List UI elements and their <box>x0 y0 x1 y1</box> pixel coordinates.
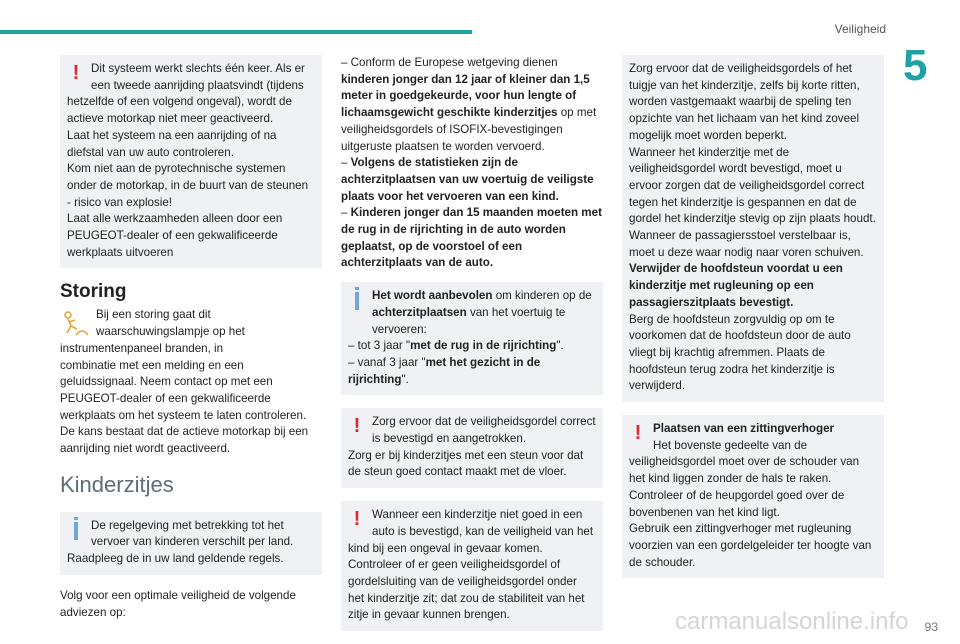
warning-text: veiligheidsgordel moet over de schouder van het kind liggen zonder de hals te raken. <box>629 455 860 486</box>
warning-text: Zorg er bij kinderzitjes met een steun voor dat de steun goed contact maakt met de vloer. <box>348 448 584 479</box>
exclamation-icon: ! <box>353 415 361 438</box>
info-box-regulations <box>60 512 322 575</box>
info-text: Het wordt aanbevolen om kinderen op de achterzitplaatsen van het voertuig te vervoeren: <box>372 289 592 336</box>
warning-title: Plaatsen van een zittingverhoger <box>653 422 835 436</box>
warning-text: Laat het systeem na een aanrijding of na diefstal van uw auto controleren. <box>67 128 277 159</box>
exclamation-icon: ! <box>634 422 642 445</box>
warning-text: kind bij een ongeval in gevaar komen. <box>348 541 543 555</box>
warning-text: Gebruik een zittingverhoger met rugleuning voorzien van een gordelgeleider ter hoogte van de schouder. <box>629 522 872 569</box>
warning-box-booster <box>622 415 884 578</box>
advice-list <box>341 55 603 272</box>
warning-text: Het bovenste gedeelte van de <box>653 438 808 452</box>
info-box-recommended <box>341 282 603 395</box>
storing-text <box>60 307 322 457</box>
info-icon <box>68 520 84 540</box>
intro-text: Volg voor een optimale veiligheid de volgende adviezen op: <box>60 588 296 619</box>
note-text: Berg de hoofdsteun zorgvuldig op om te voorkomen dat de hoofdsteun door de auto vliegt bij krachtig afremmen. Plaats de hoofdsteun terug zodra het kinderzitje is verwijderd. <box>629 312 851 393</box>
warning-text: Dit systeem werkt slechts één keer. Als er een tweede aanrijding plaatsvindt (tijdens <box>91 62 305 92</box>
storing-line: De kans bestaat dat de actieve motorkap bij een aanrijding niet wordt geactiveerd. <box>60 425 309 456</box>
info-text: De regelgeving met betrekking tot het vervoer van kinderen verschilt per land. <box>91 518 294 549</box>
info-list-item: – vanaf 3 jaar "met het gezicht in de rijrichting". <box>348 355 541 386</box>
heading-storing: Storing <box>60 281 127 303</box>
warning-text: Controleer of de heupgordel goed over de bovenbenen van het kind ligt. <box>629 488 845 519</box>
exclamation-icon: ! <box>353 508 361 531</box>
warning-text: Zorg ervoor dat de veiligheidsgordel correct is bevestigd en aangetrokken. <box>372 415 596 446</box>
note-text: Wanneer het kinderzitje met de veiligheidsgordel wordt bevestigd, moet u ervoor zorgen dat de veiligheidsgordel correct tegen het kinderzitje is gespannen en dat de gordel het kinderzitje stevig op zijn plaats houdt. Wanneer de passagiersstoel verstelbaar is, moet u deze waar nodig naar voren schuiven. <box>629 145 876 259</box>
info-text: Raadpleeg de in uw land geldende regels. <box>67 552 284 566</box>
column-2 <box>341 55 603 644</box>
warning-text: Kom niet aan de pyrotechnische systemen onder de motorkap, in de buurt van de steunen - risico van explosie! <box>67 162 309 209</box>
list-item: – Volgens de statistieken zijn de achterzitplaatsen van uw voertuig de veiligste plaats voor het vervoeren van een kind. <box>341 156 594 203</box>
warning-text: Wanneer een kinderzitje niet goed in een auto is bevestigd, kan de veiligheid van het <box>372 508 594 538</box>
storing-line: combinatie met een melding en een geluidssignaal. Neem contact op met een PEUGEOT-dealer of een gekwalificeerde werkplaats om het systeem te laten controleren. <box>60 358 307 422</box>
column-1 <box>60 55 322 621</box>
info-icon <box>349 290 365 310</box>
warning-box-child-seat <box>341 501 603 631</box>
warning-box-active-bonnet <box>60 55 322 268</box>
heading-kinderzitjes: Kinderzitjes <box>60 471 174 497</box>
chapter-number: 5 <box>903 41 928 90</box>
column-3 <box>622 55 884 591</box>
warning-text: hetzelfde of een volgend ongeval), wordt de actieve motorkap niet meer geactiveerd. <box>67 95 292 126</box>
list-item: – Kinderen jonger dan 15 maanden moeten met de rug in de rijrichting in de auto worden geplaatst, op de voorstoel of een achterzitplaats van de auto. <box>341 206 602 270</box>
warning-box-seatbelt <box>341 408 603 488</box>
warning-text: Controleer of er geen veiligheidsgordel of gordelsluiting van de veiligheidsgordel onder het kinderzitje zit; dat zou de stabiliteit van het zitje in gevaar kunnen brengen. <box>348 558 585 622</box>
list-item: – Conform de Europese wetgeving dienen kinderen jonger dan 12 jaar of kleiner dan 1,5 meter in goedgekeurde, voor hun lengte of lichaamsgewicht geschikte kinderzitjes op met veiligheidsgordels of ISOFIX-bevestigingen uitgeruste plaatsen te worden vervoerd. <box>341 56 597 153</box>
header-accent-bar <box>0 30 472 34</box>
note-text: Verwijder de hoofdsteun voordat u een kinderzitje met rugleuning op een passagierszitplaats bevestigt. <box>629 262 843 309</box>
storing-line: Bij een storing gaat dit waarschuwingslampje op het instrumentenpaneel branden, in <box>60 308 245 355</box>
note-box-seatbelts <box>622 55 884 402</box>
page-number: 93 <box>924 620 938 634</box>
exclamation-icon: ! <box>72 62 80 84</box>
watermark: carmanualsonline.info <box>675 608 909 635</box>
note-text: Zorg ervoor dat de veiligheidsgordels of het tuigje van het kinderzitje, zelfs bij korte ritten, worden vastgemaakt waarbij de speling ten opzichte van het lichaam van het kind zoveel mogelijk moet worden beperkt. <box>629 62 860 142</box>
info-list-item: – tot 3 jaar "met de rug in de rijrichting". <box>348 339 564 353</box>
warning-text: Laat alle werkzaamheden alleen door een PEUGEOT-dealer of een gekwalificeerde werkplaats uitvoeren <box>67 212 283 259</box>
pedestrian-warning-lamp-icon <box>60 309 90 339</box>
section-title: Veiligheid <box>834 22 886 36</box>
